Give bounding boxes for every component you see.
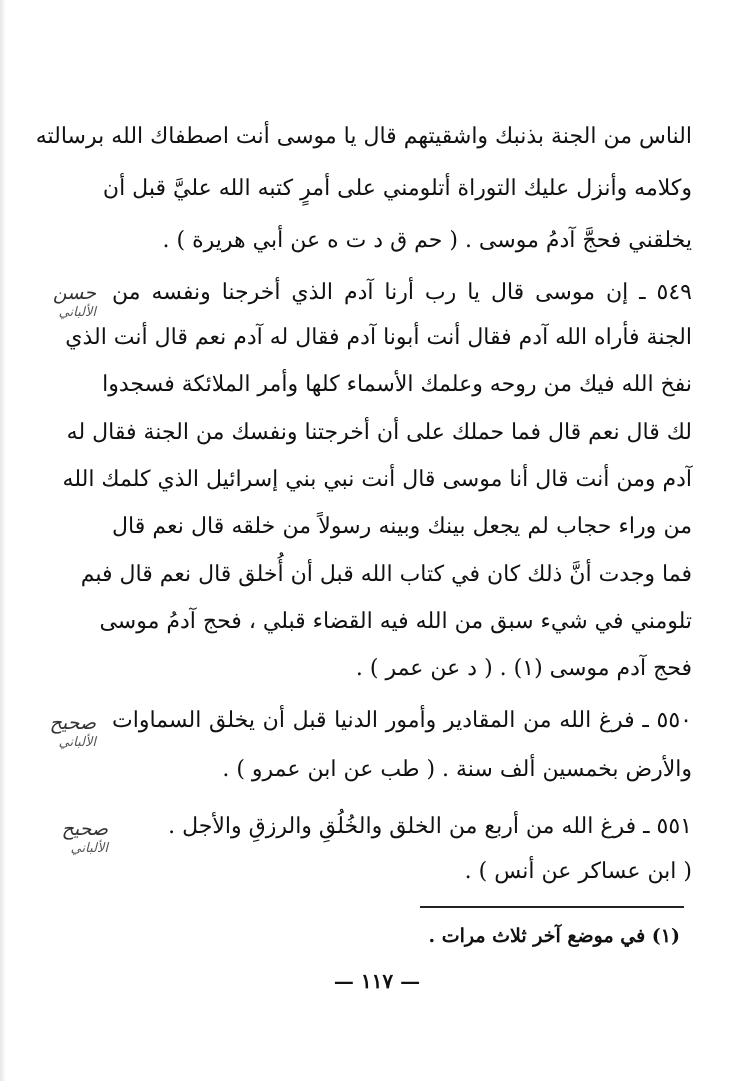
page-number: — ١١٧ — xyxy=(333,969,421,993)
text-line: يخلقني فحجَّ آدمُ موسى . ( حم ق د ت ه عن أبي هريرة ) . xyxy=(162,228,692,253)
page-edge-shadow xyxy=(0,0,6,1081)
text-line: الجنة فأراه الله آدم فقال أنت أبونا آدم فقال له آدم نعم قال أنت الذي xyxy=(65,325,692,350)
footnote-rule xyxy=(420,906,684,908)
margin-grade-note xyxy=(22,282,96,322)
hadith-551-line: ٥٥١ ـ فرغ الله من أربع من الخلق والخُلُقِ والرزقِ والأجل . xyxy=(168,814,692,839)
text-line: فحج آدم موسى (١) . ( د عن عمر ) . xyxy=(355,656,692,681)
text-line: نفخ الله فيك من روحه وعلمك الأسماء كلها وأمر الملائكة فسجدوا xyxy=(102,372,692,397)
text-line: فما وجدت أنَّ ذلك كان في كتاب الله قبل أن أُخلق قال نعم قال فبم xyxy=(80,562,692,587)
margin-grade: حسن xyxy=(52,282,96,304)
margin-grade-note xyxy=(10,712,96,752)
hadith-550-line: ٥٥٠ ـ فرغ الله من المقادير وأمور الدنيا قبل أن يخلق السماوات xyxy=(112,708,692,733)
margin-grader: الألباني xyxy=(58,735,96,750)
text-line: ( ابن عساكر عن أنس ) . xyxy=(464,859,692,884)
text-line: الناس من الجنة بذنبك واشقيتهم قال يا موسى أنت اصطفاك الله برسالته xyxy=(35,124,692,149)
text-line: آدم ومن أنت قال أنا موسى قال أنت نبي بني إسرائيل الذي كلمك الله xyxy=(62,467,692,492)
margin-grade: صحيح xyxy=(49,712,96,734)
margin-grade-note xyxy=(22,818,108,858)
margin-grader: الألباني xyxy=(58,305,96,320)
text-line: لك قال نعم قال فما حملك على أن أخرجتنا ونفسك من الجنة فقال له xyxy=(66,420,692,445)
text-line: من وراء حجاب لم يجعل بينك وبينه رسولاً من خلقه قال نعم قال xyxy=(112,514,692,539)
margin-grader: الألباني xyxy=(70,841,108,856)
footnote: (١) في موضع آخر ثلاث مرات . xyxy=(428,925,680,947)
hadith-549-line: ٥٤٩ ـ إن موسى قال يا رب أرنا آدم الذي أخرجنا ونفسه من xyxy=(112,280,692,305)
text-line: والأرض بخمسين ألف سنة . ( طب عن ابن عمرو ) . xyxy=(222,757,692,782)
text-line: وكلامه وأنزل عليك التوراة أتلومني على أمرٍ كتبه الله عليَّ قبل أن xyxy=(102,176,692,201)
margin-grade: صحيح xyxy=(61,818,108,840)
text-line: تلومني في شيء سبق من الله فيه القضاء قبلي ، فحج آدمُ موسى xyxy=(99,609,692,634)
